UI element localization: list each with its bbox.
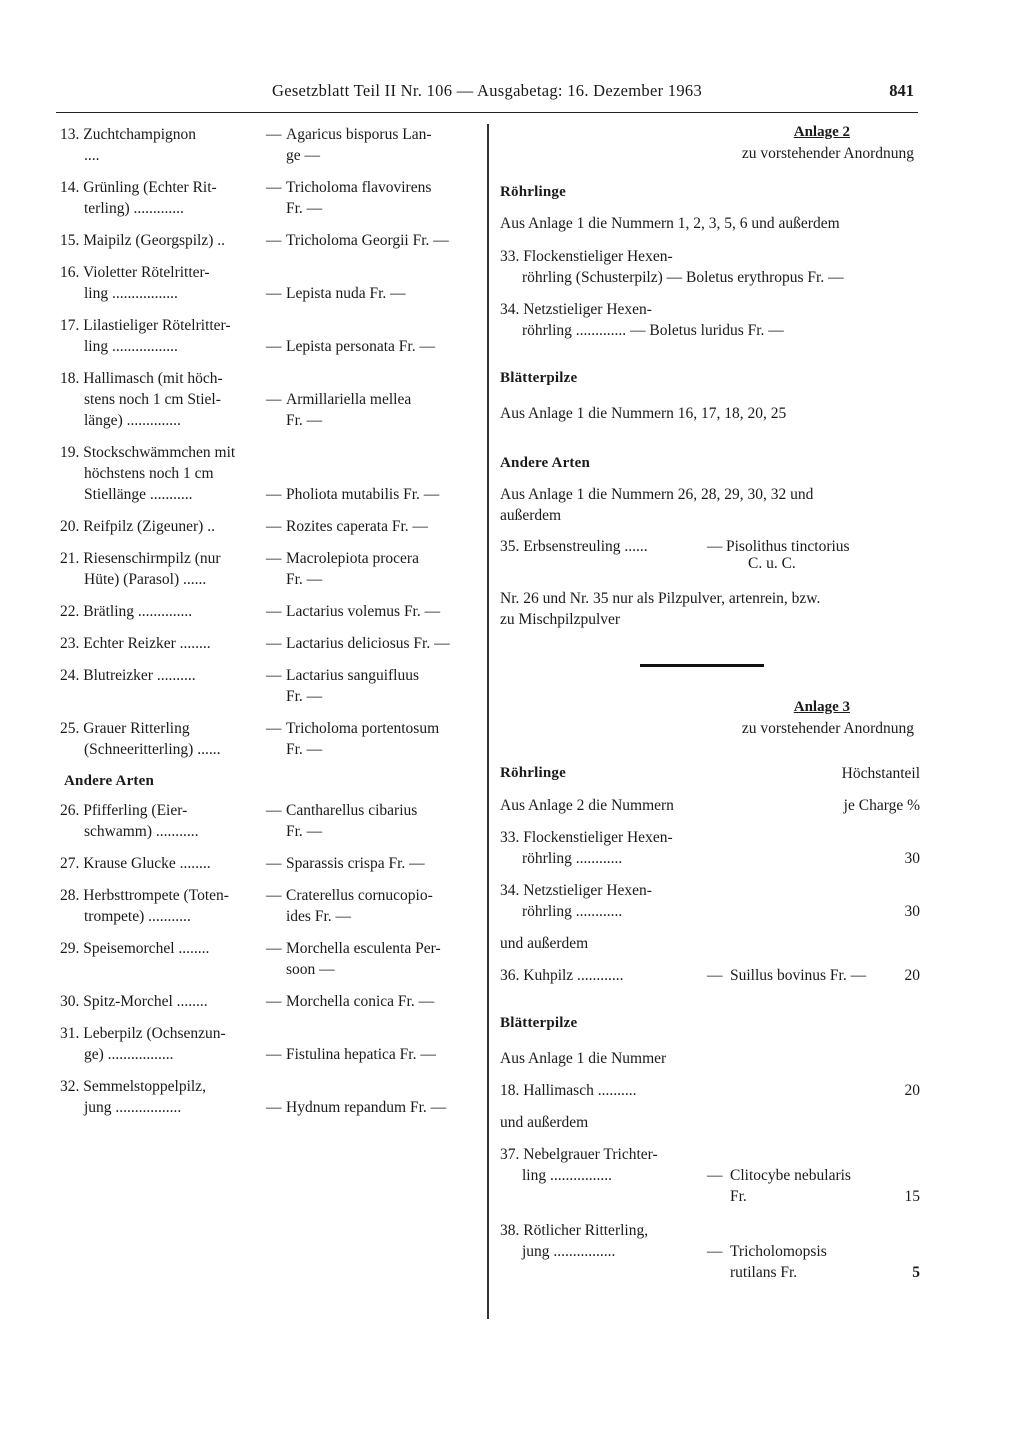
species-entry bbox=[60, 885, 480, 927]
hoechstanteil-label: Höchstanteil bbox=[841, 765, 920, 782]
dash-separator: — bbox=[266, 1046, 282, 1063]
scientific-name-line: Fr. — bbox=[286, 741, 323, 758]
anlage-3-entry-33: 33. Flockenstieliger Hexen- röhrling ............ 30 bbox=[500, 829, 920, 867]
species-entry bbox=[60, 718, 480, 760]
scientific-name-line: Armillariella mellea bbox=[286, 391, 412, 408]
species-scientific-name bbox=[286, 938, 482, 980]
scientific-name-line: Morchella esculenta Per- bbox=[286, 940, 441, 957]
scientific-name-line: Fr. — bbox=[286, 823, 323, 840]
species-entry bbox=[60, 442, 480, 505]
anlage-3-heading-blaetterpilze: Blätterpilze bbox=[500, 1015, 578, 1031]
species-scientific-name bbox=[286, 853, 482, 874]
anlage-3-heading-roehrlinge: Röhrlinge bbox=[500, 765, 566, 781]
species-entry bbox=[60, 315, 480, 357]
species-name-line: 22. Brätling .............. bbox=[60, 603, 193, 620]
anlage-3-entry-18: 18. Hallimasch .......... 20 bbox=[500, 1082, 920, 1099]
dash-separator: — bbox=[266, 391, 282, 408]
scientific-name-line: Tricholoma Georgii Fr. — bbox=[286, 232, 449, 249]
dash-separator: — bbox=[266, 1099, 282, 1116]
anlage-2-andere-line-1: Aus Anlage 1 die Nummern 26, 28, 29, 30, 32 und bbox=[500, 486, 814, 503]
species-scientific-name bbox=[286, 1097, 482, 1118]
anlage-3-header-row bbox=[500, 763, 920, 784]
species-scientific-name bbox=[286, 484, 482, 505]
species-common-name bbox=[60, 1023, 264, 1065]
scientific-name-line: ides Fr. — bbox=[286, 908, 352, 925]
species-name-line: terling) ............. bbox=[84, 200, 184, 217]
species-name-line: 29. Speisemorchel ........ bbox=[60, 940, 210, 957]
scientific-name-line: Fistulina hepatica Fr. — bbox=[286, 1046, 436, 1063]
species-name-line: 32. Semmelstoppelpilz, bbox=[60, 1078, 206, 1095]
species-scientific-name bbox=[286, 124, 482, 166]
species-scientific-name bbox=[286, 601, 482, 622]
species-scientific-name bbox=[286, 548, 482, 590]
scientific-name-line: Rozites caperata Fr. — bbox=[286, 518, 429, 535]
species-scientific-name bbox=[286, 336, 482, 357]
species-scientific-name bbox=[286, 885, 482, 927]
species-scientific-name bbox=[286, 800, 482, 842]
species-scientific-name bbox=[286, 389, 482, 431]
species-scientific-name bbox=[286, 283, 482, 304]
dash-separator: — bbox=[266, 720, 282, 737]
scientific-name-line: Lactarius volemus Fr. — bbox=[286, 603, 441, 620]
species-list-1 bbox=[60, 124, 480, 760]
scientific-name-line: ge — bbox=[286, 147, 321, 164]
dash-separator: — bbox=[266, 518, 282, 535]
species-entry bbox=[60, 230, 480, 251]
anlage-3-entry-34: 34. Netzstieliger Hexen- röhrling ............ 30 bbox=[500, 882, 920, 920]
value-33: 30 bbox=[904, 850, 920, 867]
species-common-name bbox=[60, 991, 264, 1012]
species-entry bbox=[60, 548, 480, 590]
und-ausserdem-1: und außerdem bbox=[500, 935, 589, 952]
species-name-line: 16. Violetter Rötelritter- bbox=[60, 264, 210, 281]
scientific-name-line: soon — bbox=[286, 961, 335, 978]
page-number: 841 bbox=[889, 81, 914, 100]
scientific-name-line: Craterellus cornucopio- bbox=[286, 887, 433, 904]
species-name-line: 19. Stockschwämmchen mit bbox=[60, 444, 236, 461]
species-name-line: .... bbox=[84, 147, 100, 164]
species-name-line: stens noch 1 cm Stiel- bbox=[84, 391, 221, 408]
species-entry bbox=[60, 853, 480, 874]
anlage-3-entry-37: 37. Nebelgrauer Trichter- ling ................ — Clitocybe nebularis Fr. 15 bbox=[500, 1146, 920, 1205]
anlage-2-blaetter-text: Aus Anlage 1 die Nummern 16, 17, 18, 20, 25 bbox=[500, 405, 787, 422]
species-common-name bbox=[60, 853, 264, 874]
species-name-line: 17. Lilastieliger Rötelritter- bbox=[60, 317, 231, 334]
dash-separator: — bbox=[266, 635, 282, 652]
scientific-name-line: Hydnum repandum Fr. — bbox=[286, 1099, 447, 1116]
value-36: 20 bbox=[904, 967, 920, 984]
scientific-name-line: Macrolepiota procera bbox=[286, 550, 419, 567]
dash-separator: — bbox=[266, 940, 282, 957]
species-scientific-name bbox=[286, 1044, 482, 1065]
species-common-name bbox=[60, 177, 264, 219]
species-scientific-name bbox=[286, 991, 482, 1012]
species-entry bbox=[60, 633, 480, 654]
species-common-name bbox=[60, 442, 264, 505]
species-common-name bbox=[60, 665, 264, 686]
scientific-name-line: Sparassis crispa Fr. — bbox=[286, 855, 425, 872]
scientific-name-line: Tricholoma flavovirens bbox=[286, 179, 432, 196]
scientific-name-line: Lactarius deliciosus Fr. — bbox=[286, 635, 450, 652]
species-common-name bbox=[60, 718, 264, 760]
species-name-line: 28. Herbsttrompete (Toten- bbox=[60, 887, 229, 904]
species-name-line: trompete) ........... bbox=[84, 908, 191, 925]
species-scientific-name bbox=[286, 516, 482, 537]
scientific-name-line: Cantharellus cibarius bbox=[286, 802, 418, 819]
species-entry bbox=[60, 1076, 480, 1118]
species-name-line: schwamm) ........... bbox=[84, 823, 199, 840]
anlage-2-entry-35: 35. Erbsenstreuling ...... — Pisolithus tinctorius C. u. C. bbox=[500, 538, 850, 572]
species-name-line: (Schneeritterling) ...... bbox=[84, 741, 221, 758]
header-title: Gesetzblatt Teil II Nr. 106 — Ausgabetag: 16. Dezember 1963 bbox=[271, 81, 702, 100]
species-common-name bbox=[60, 548, 264, 590]
species-scientific-name bbox=[286, 633, 482, 654]
species-entry bbox=[60, 124, 480, 166]
dash-separator: — bbox=[266, 232, 282, 249]
scientific-name-line: Agaricus bisporus Lan- bbox=[286, 126, 432, 143]
scientific-name-line: Tricholoma portentosum bbox=[286, 720, 440, 737]
species-list-2 bbox=[60, 800, 480, 1118]
species-name-line: jung ................. bbox=[84, 1099, 182, 1116]
value-38: 5 bbox=[912, 1264, 920, 1281]
species-common-name bbox=[60, 262, 264, 304]
anlage-3-subtitle: zu vorstehender Anordnung bbox=[741, 720, 914, 737]
dash-separator: — bbox=[266, 802, 282, 819]
species-name-line: ling ................. bbox=[84, 338, 178, 355]
anlage-2-subtitle: zu vorstehender Anordnung bbox=[741, 145, 914, 162]
column-divider bbox=[487, 124, 489, 1319]
heading-blaetterpilze: Blätterpilze bbox=[500, 370, 578, 386]
value-34: 30 bbox=[904, 903, 920, 920]
species-name-line: 25. Grauer Ritterling bbox=[60, 720, 190, 737]
species-common-name bbox=[60, 938, 264, 959]
anlage-2-note-line-2: zu Mischpilzpulver bbox=[500, 611, 621, 628]
anlage-2-andere-line-2: außerdem bbox=[500, 507, 562, 524]
dash-separator: — bbox=[266, 338, 282, 355]
anlage-2-entry-34: 34. Netzstieliger Hexen- röhrling ............. — Boletus luridus Fr. — bbox=[500, 301, 784, 339]
scientific-name-line: Morchella conica Fr. — bbox=[286, 993, 435, 1010]
species-name-line: 14. Grünling (Echter Rit- bbox=[60, 179, 217, 196]
anlage-3-intro-2: Aus Anlage 1 die Nummer bbox=[500, 1050, 667, 1067]
value-37: 15 bbox=[904, 1188, 920, 1205]
scientific-name-line: Fr. — bbox=[286, 688, 323, 705]
species-name-line: ge) ................. bbox=[84, 1046, 174, 1063]
scientific-name-line: Fr. — bbox=[286, 412, 323, 429]
dash-separator: — bbox=[266, 855, 282, 872]
dash-separator: — bbox=[266, 179, 282, 196]
species-name-line: 23. Echter Reizker ........ bbox=[60, 635, 211, 652]
species-name-line: 27. Krause Glucke ........ bbox=[60, 855, 211, 872]
species-entry bbox=[60, 991, 480, 1012]
dash-separator: — bbox=[266, 667, 282, 684]
species-name-line: Hüte) (Parasol) ...... bbox=[84, 571, 207, 588]
dash-separator: — bbox=[266, 550, 282, 567]
anlage-3-entry-36: 36. Kuhpilz ............ — Suillus bovinus Fr. — 20 bbox=[500, 967, 920, 984]
value-18: 20 bbox=[904, 1082, 920, 1099]
species-entry bbox=[60, 601, 480, 622]
species-name-line: 26. Pfifferling (Eier- bbox=[60, 802, 188, 819]
species-entry bbox=[60, 368, 480, 431]
species-scientific-name bbox=[286, 718, 482, 760]
species-common-name bbox=[60, 368, 264, 431]
species-scientific-name bbox=[286, 230, 482, 251]
anlage-2-entry-33: 33. Flockenstieliger Hexen- röhrling (Schusterpilz) — Boletus erythropus Fr. — bbox=[500, 248, 844, 286]
species-entry bbox=[60, 938, 480, 980]
right-column bbox=[500, 122, 920, 1281]
species-name-line: 13. Zuchtchampignon bbox=[60, 126, 197, 143]
dash-separator: — bbox=[266, 993, 282, 1010]
species-common-name bbox=[60, 885, 264, 927]
species-name-line: 21. Riesenschirmpilz (nur bbox=[60, 550, 221, 567]
section-rule bbox=[640, 664, 764, 667]
dash-separator: — bbox=[266, 486, 282, 503]
species-name-line: 18. Hallimasch (mit höch- bbox=[60, 370, 223, 387]
species-name-line: 24. Blutreizker .......... bbox=[60, 667, 196, 684]
scientific-name-line: Lepista nuda Fr. — bbox=[286, 285, 406, 302]
species-name-line: länge) .............. bbox=[84, 412, 181, 429]
species-common-name bbox=[60, 315, 264, 357]
anlage-2-title: Anlage 2 bbox=[793, 124, 850, 140]
scientific-name-line: Pholiota mutabilis Fr. — bbox=[286, 486, 440, 503]
scientific-name-line: Fr. — bbox=[286, 200, 323, 217]
dash-separator: — bbox=[266, 603, 282, 620]
dash-separator: — bbox=[266, 285, 282, 302]
species-common-name bbox=[60, 1076, 264, 1118]
scientific-name-line: Lepista personata Fr. — bbox=[286, 338, 435, 355]
anlage-3-intro-row: Aus Anlage 2 die Nummern je Charge % bbox=[500, 797, 920, 814]
species-scientific-name bbox=[286, 665, 482, 707]
species-name-line: ling ................. bbox=[84, 285, 178, 302]
scientific-name-line: Lactarius sanguifluus bbox=[286, 667, 420, 684]
section-heading-andere-arten: Andere Arten bbox=[64, 773, 155, 789]
species-common-name bbox=[60, 230, 264, 251]
species-scientific-name bbox=[286, 177, 482, 219]
anlage-2-note-line-1: Nr. 26 und Nr. 35 nur als Pilzpulver, artenrein, bzw. bbox=[500, 590, 821, 607]
heading-andere-arten: Andere Arten bbox=[500, 455, 591, 471]
species-name-line: 20. Reifpilz (Zigeuner) .. bbox=[60, 518, 215, 535]
species-common-name bbox=[60, 601, 264, 622]
species-entry bbox=[60, 177, 480, 219]
species-name-line: 15. Maipilz (Georgspilz) .. bbox=[60, 232, 226, 249]
anlage-3-entry-38: 38. Rötlicher Ritterling, jung ................ — Tricholomopsis rutilans Fr. 5 bbox=[500, 1222, 920, 1281]
species-common-name bbox=[60, 633, 264, 654]
species-name-line: 30. Spitz-Morchel ........ bbox=[60, 993, 208, 1010]
dash-separator: — bbox=[266, 126, 282, 143]
scientific-name-line: Fr. — bbox=[286, 571, 323, 588]
species-entry bbox=[60, 516, 480, 537]
und-ausserdem-2: und außerdem bbox=[500, 1114, 589, 1131]
dash-separator: — bbox=[266, 887, 282, 904]
species-name-line: Stiellänge ........... bbox=[84, 486, 193, 503]
species-common-name bbox=[60, 800, 264, 842]
page-header bbox=[56, 80, 918, 113]
anlage-2-intro: Aus Anlage 1 die Nummern 1, 2, 3, 5, 6 und außerdem bbox=[500, 215, 840, 232]
heading-roehrlinge: Röhrlinge bbox=[500, 184, 566, 200]
species-common-name bbox=[60, 516, 264, 537]
species-name-line: 31. Leberpilz (Ochsenzun- bbox=[60, 1025, 226, 1042]
species-entry bbox=[60, 262, 480, 304]
species-entry bbox=[60, 1023, 480, 1065]
species-name-line: höchstens noch 1 cm bbox=[84, 465, 214, 482]
je-charge-label: je Charge % bbox=[843, 797, 920, 814]
species-common-name bbox=[60, 124, 264, 166]
species-entry bbox=[60, 800, 480, 842]
anlage-3-title: Anlage 3 bbox=[793, 699, 850, 715]
species-entry bbox=[60, 665, 480, 707]
left-column bbox=[60, 124, 480, 1129]
